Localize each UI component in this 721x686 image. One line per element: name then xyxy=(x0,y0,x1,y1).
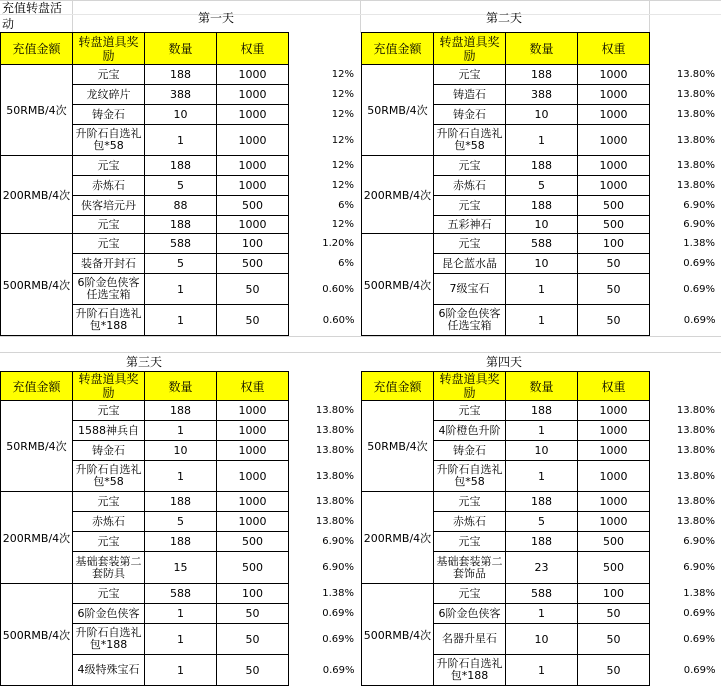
reward-percent: 13.80% xyxy=(289,401,361,421)
header-count: 数量 xyxy=(506,33,578,65)
reward-item: 元宝 xyxy=(73,156,145,176)
reward-count: 1 xyxy=(506,125,578,156)
reward-item: 铸金石 xyxy=(73,105,145,125)
header-blank xyxy=(289,33,361,65)
reward-percent: 6% xyxy=(289,196,361,216)
reward-count: 5 xyxy=(506,176,578,196)
header-amount: 充值金额 xyxy=(362,33,434,65)
reward-item: 元宝 xyxy=(73,532,145,552)
header-weight: 权重 xyxy=(217,33,289,65)
reward-weight: 1000 xyxy=(578,421,650,441)
reward-percent: 13.80% xyxy=(650,401,721,421)
reward-table-day-4 xyxy=(361,371,721,686)
reward-percent: 6% xyxy=(289,254,361,274)
reward-count: 188 xyxy=(145,532,217,552)
reward-weight: 1000 xyxy=(217,421,289,441)
reward-count: 1 xyxy=(145,305,217,336)
table-row xyxy=(1,65,361,85)
reward-weight: 1000 xyxy=(217,65,289,85)
reward-weight: 1000 xyxy=(217,156,289,176)
reward-item: 铸金石 xyxy=(434,105,506,125)
reward-count: 23 xyxy=(506,552,578,584)
reward-item: 升阶石自选礼包*188 xyxy=(434,655,506,686)
reward-count: 10 xyxy=(145,441,217,461)
reward-count: 5 xyxy=(145,176,217,196)
reward-count: 188 xyxy=(145,156,217,176)
reward-item: 升阶石自选礼包*58 xyxy=(434,461,506,492)
reward-item: 元宝 xyxy=(73,234,145,254)
reward-weight: 1000 xyxy=(578,461,650,492)
reward-count: 188 xyxy=(145,65,217,85)
reward-weight: 1000 xyxy=(217,216,289,234)
reward-percent: 0.69% xyxy=(650,254,721,274)
reward-item: 赤炼石 xyxy=(73,512,145,532)
reward-item: 升阶石自选礼包*58 xyxy=(73,461,145,492)
reward-percent: 13.80% xyxy=(650,176,721,196)
reward-weight: 100 xyxy=(217,584,289,604)
reward-weight: 50 xyxy=(578,624,650,655)
reward-item: 元宝 xyxy=(434,156,506,176)
reward-count: 388 xyxy=(506,85,578,105)
tier-label: 200RMB/4次 xyxy=(1,492,73,584)
table-row xyxy=(362,156,721,176)
reward-count: 188 xyxy=(506,156,578,176)
reward-weight: 50 xyxy=(578,655,650,686)
reward-percent: 0.69% xyxy=(650,624,721,655)
header-blank xyxy=(650,33,721,65)
reward-item: 元宝 xyxy=(73,584,145,604)
reward-item: 1588神兵自 xyxy=(73,421,145,441)
reward-count: 10 xyxy=(145,105,217,125)
reward-weight: 500 xyxy=(578,216,650,234)
reward-count: 10 xyxy=(506,254,578,274)
tier-label: 200RMB/4次 xyxy=(362,492,434,584)
reward-count: 1 xyxy=(145,604,217,624)
tier-label: 200RMB/4次 xyxy=(1,156,73,234)
reward-percent: 13.80% xyxy=(289,441,361,461)
reward-percent: 0.69% xyxy=(289,604,361,624)
reward-percent: 0.60% xyxy=(289,274,361,305)
header-item: 转盘道具奖励 xyxy=(73,33,145,65)
reward-weight: 1000 xyxy=(578,441,650,461)
reward-item: 6阶金色侠客任选宝箱 xyxy=(73,274,145,305)
header-amount: 充值金额 xyxy=(1,372,73,401)
reward-percent: 6.90% xyxy=(650,196,721,216)
header-weight: 权重 xyxy=(578,372,650,401)
reward-weight: 50 xyxy=(217,305,289,336)
reward-weight: 50 xyxy=(578,604,650,624)
header-count: 数量 xyxy=(145,33,217,65)
reward-weight: 500 xyxy=(578,552,650,584)
reward-percent: 1.38% xyxy=(650,234,721,254)
reward-table-day-3 xyxy=(0,371,361,686)
reward-weight: 1000 xyxy=(578,176,650,196)
reward-weight: 500 xyxy=(217,196,289,216)
table-row xyxy=(1,156,361,176)
header-weight: 权重 xyxy=(217,372,289,401)
reward-count: 188 xyxy=(145,216,217,234)
tier-label: 500RMB/4次 xyxy=(1,584,73,686)
reward-weight: 100 xyxy=(578,234,650,254)
reward-count: 5 xyxy=(506,512,578,532)
reward-item: 元宝 xyxy=(434,196,506,216)
reward-percent: 13.80% xyxy=(650,461,721,492)
reward-item: 基础套装第二套防具 xyxy=(73,552,145,584)
reward-item: 元宝 xyxy=(73,492,145,512)
reward-count: 188 xyxy=(506,401,578,421)
reward-count: 1 xyxy=(145,461,217,492)
reward-weight: 1000 xyxy=(578,401,650,421)
reward-percent: 0.69% xyxy=(289,655,361,686)
reward-percent: 6.90% xyxy=(650,532,721,552)
reward-weight: 50 xyxy=(578,305,650,336)
reward-item: 升阶石自选礼包*58 xyxy=(434,125,506,156)
reward-percent: 0.69% xyxy=(650,655,721,686)
tier-label: 50RMB/4次 xyxy=(1,65,73,156)
tier-label: 500RMB/4次 xyxy=(362,584,434,686)
reward-count: 10 xyxy=(506,105,578,125)
reward-weight: 1000 xyxy=(578,105,650,125)
reward-count: 188 xyxy=(145,401,217,421)
reward-item: 元宝 xyxy=(73,216,145,234)
header-count: 数量 xyxy=(506,372,578,401)
reward-percent: 13.80% xyxy=(650,492,721,512)
reward-count: 5 xyxy=(145,254,217,274)
reward-percent: 6.90% xyxy=(650,552,721,584)
reward-weight: 1000 xyxy=(578,125,650,156)
reward-weight: 1000 xyxy=(217,441,289,461)
reward-weight: 50 xyxy=(217,604,289,624)
reward-item: 元宝 xyxy=(73,401,145,421)
reward-percent: 6.90% xyxy=(289,552,361,584)
table-row xyxy=(362,234,721,254)
reward-item: 基础套装第二套饰品 xyxy=(434,552,506,584)
table-row xyxy=(362,401,721,421)
header-item: 转盘道具奖励 xyxy=(434,372,506,401)
header-count: 数量 xyxy=(145,372,217,401)
reward-count: 10 xyxy=(506,216,578,234)
reward-percent: 12% xyxy=(289,65,361,85)
reward-item: 元宝 xyxy=(73,65,145,85)
reward-item: 6阶金色侠客 xyxy=(434,604,506,624)
reward-weight: 1000 xyxy=(578,85,650,105)
reward-count: 10 xyxy=(506,624,578,655)
reward-item: 升阶石自选礼包*58 xyxy=(73,125,145,156)
reward-percent: 12% xyxy=(289,85,361,105)
reward-percent: 13.80% xyxy=(650,512,721,532)
reward-count: 1 xyxy=(506,655,578,686)
reward-item: 4级特殊宝石 xyxy=(73,655,145,686)
table-row xyxy=(1,492,361,512)
reward-item: 五彩神石 xyxy=(434,216,506,234)
reward-percent: 13.80% xyxy=(650,65,721,85)
day-title-2: 第二天 xyxy=(360,9,648,26)
reward-count: 1 xyxy=(506,274,578,305)
tier-label: 50RMB/4次 xyxy=(362,401,434,492)
reward-count: 1 xyxy=(506,461,578,492)
reward-percent: 12% xyxy=(289,105,361,125)
header-amount: 充值金额 xyxy=(362,372,434,401)
reward-count: 588 xyxy=(145,234,217,254)
tier-label: 500RMB/4次 xyxy=(362,234,434,336)
table-row xyxy=(1,401,361,421)
reward-item: 龙纹碎片 xyxy=(73,85,145,105)
reward-item: 元宝 xyxy=(434,492,506,512)
reward-percent: 12% xyxy=(289,125,361,156)
reward-table-day-1 xyxy=(0,32,361,336)
reward-count: 388 xyxy=(145,85,217,105)
reward-count: 1 xyxy=(506,604,578,624)
table-row xyxy=(1,584,361,604)
reward-percent: 12% xyxy=(289,216,361,234)
reward-item: 升阶石自选礼包*188 xyxy=(73,624,145,655)
reward-count: 188 xyxy=(506,65,578,85)
reward-item: 装备开封石 xyxy=(73,254,145,274)
reward-item: 4阶橙色升阶 xyxy=(434,421,506,441)
reward-percent: 6.90% xyxy=(289,532,361,552)
reward-item: 昆仑蓝水晶 xyxy=(434,254,506,274)
reward-weight: 100 xyxy=(217,234,289,254)
reward-count: 1 xyxy=(145,125,217,156)
reward-weight: 1000 xyxy=(578,512,650,532)
table-row xyxy=(1,234,361,254)
reward-count: 15 xyxy=(145,552,217,584)
reward-weight: 50 xyxy=(217,655,289,686)
reward-weight: 100 xyxy=(578,584,650,604)
reward-weight: 1000 xyxy=(217,461,289,492)
reward-weight: 1000 xyxy=(217,85,289,105)
reward-count: 588 xyxy=(506,234,578,254)
reward-item: 铸造石 xyxy=(434,85,506,105)
reward-percent: 13.80% xyxy=(289,421,361,441)
reward-count: 188 xyxy=(506,196,578,216)
reward-weight: 1000 xyxy=(578,156,650,176)
reward-count: 188 xyxy=(145,492,217,512)
reward-percent: 13.80% xyxy=(650,125,721,156)
tier-label: 200RMB/4次 xyxy=(362,156,434,234)
reward-item: 赤炼石 xyxy=(434,176,506,196)
reward-weight: 500 xyxy=(578,532,650,552)
reward-item: 元宝 xyxy=(434,532,506,552)
reward-count: 1 xyxy=(145,655,217,686)
day-title-4: 第四天 xyxy=(432,353,576,370)
reward-percent: 13.80% xyxy=(289,492,361,512)
reward-percent: 12% xyxy=(289,176,361,196)
reward-item: 赤炼石 xyxy=(73,176,145,196)
reward-count: 1 xyxy=(145,421,217,441)
reward-count: 10 xyxy=(506,441,578,461)
reward-percent: 13.80% xyxy=(650,105,721,125)
header-blank xyxy=(289,372,361,401)
reward-item: 元宝 xyxy=(434,65,506,85)
reward-item: 赤炼石 xyxy=(434,512,506,532)
reward-weight: 500 xyxy=(217,552,289,584)
reward-count: 1 xyxy=(145,624,217,655)
reward-percent: 6.90% xyxy=(650,216,721,234)
reward-weight: 1000 xyxy=(217,401,289,421)
reward-item: 铸金石 xyxy=(73,441,145,461)
reward-count: 88 xyxy=(145,196,217,216)
header-item: 转盘道具奖励 xyxy=(434,33,506,65)
reward-item: 元宝 xyxy=(434,584,506,604)
reward-percent: 0.69% xyxy=(650,305,721,336)
reward-item: 名器升星石 xyxy=(434,624,506,655)
reward-item: 7级宝石 xyxy=(434,274,506,305)
tier-label: 500RMB/4次 xyxy=(1,234,73,336)
reward-percent: 0.69% xyxy=(650,604,721,624)
reward-percent: 1.38% xyxy=(650,584,721,604)
reward-weight: 50 xyxy=(217,624,289,655)
reward-weight: 1000 xyxy=(217,176,289,196)
header-blank xyxy=(650,372,721,401)
reward-weight: 500 xyxy=(217,254,289,274)
reward-weight: 50 xyxy=(217,274,289,305)
reward-weight: 1000 xyxy=(217,492,289,512)
activity-title: 充值转盘活动 xyxy=(2,0,72,33)
reward-percent: 13.80% xyxy=(289,461,361,492)
reward-percent: 1.20% xyxy=(289,234,361,254)
reward-item: 6阶金色侠客任选宝箱 xyxy=(434,305,506,336)
day-title-1: 第一天 xyxy=(72,9,360,26)
reward-percent: 0.69% xyxy=(650,274,721,305)
reward-weight: 500 xyxy=(217,532,289,552)
reward-item: 元宝 xyxy=(434,234,506,254)
reward-percent: 12% xyxy=(289,156,361,176)
header-amount: 充值金额 xyxy=(1,33,73,65)
tier-label: 50RMB/4次 xyxy=(1,401,73,492)
reward-weight: 1000 xyxy=(578,492,650,512)
header-item: 转盘道具奖励 xyxy=(73,372,145,401)
reward-weight: 500 xyxy=(578,196,650,216)
reward-percent: 13.80% xyxy=(289,512,361,532)
reward-count: 1 xyxy=(145,274,217,305)
reward-percent: 13.80% xyxy=(650,85,721,105)
reward-percent: 0.60% xyxy=(289,305,361,336)
reward-weight: 1000 xyxy=(217,125,289,156)
reward-percent: 13.80% xyxy=(650,421,721,441)
reward-item: 升阶石自选礼包*188 xyxy=(73,305,145,336)
table-row xyxy=(362,584,721,604)
tier-label: 50RMB/4次 xyxy=(362,65,434,156)
reward-count: 1 xyxy=(506,421,578,441)
table-row xyxy=(362,65,721,85)
reward-count: 188 xyxy=(506,492,578,512)
reward-count: 5 xyxy=(145,512,217,532)
reward-count: 188 xyxy=(506,532,578,552)
reward-item: 铸金石 xyxy=(434,441,506,461)
reward-weight: 1000 xyxy=(217,105,289,125)
reward-percent: 13.80% xyxy=(650,156,721,176)
reward-weight: 1000 xyxy=(217,512,289,532)
reward-weight: 50 xyxy=(578,274,650,305)
reward-weight: 1000 xyxy=(578,65,650,85)
reward-percent: 1.38% xyxy=(289,584,361,604)
reward-percent: 13.80% xyxy=(650,441,721,461)
reward-count: 1 xyxy=(506,305,578,336)
reward-count: 588 xyxy=(506,584,578,604)
reward-weight: 50 xyxy=(578,254,650,274)
reward-count: 588 xyxy=(145,584,217,604)
day-title-3: 第三天 xyxy=(72,353,216,370)
reward-item: 元宝 xyxy=(434,401,506,421)
header-weight: 权重 xyxy=(578,33,650,65)
reward-table-day-2 xyxy=(361,32,721,336)
table-row xyxy=(362,492,721,512)
reward-item: 侠客培元丹 xyxy=(73,196,145,216)
reward-percent: 0.69% xyxy=(289,624,361,655)
reward-item: 6阶金色侠客 xyxy=(73,604,145,624)
